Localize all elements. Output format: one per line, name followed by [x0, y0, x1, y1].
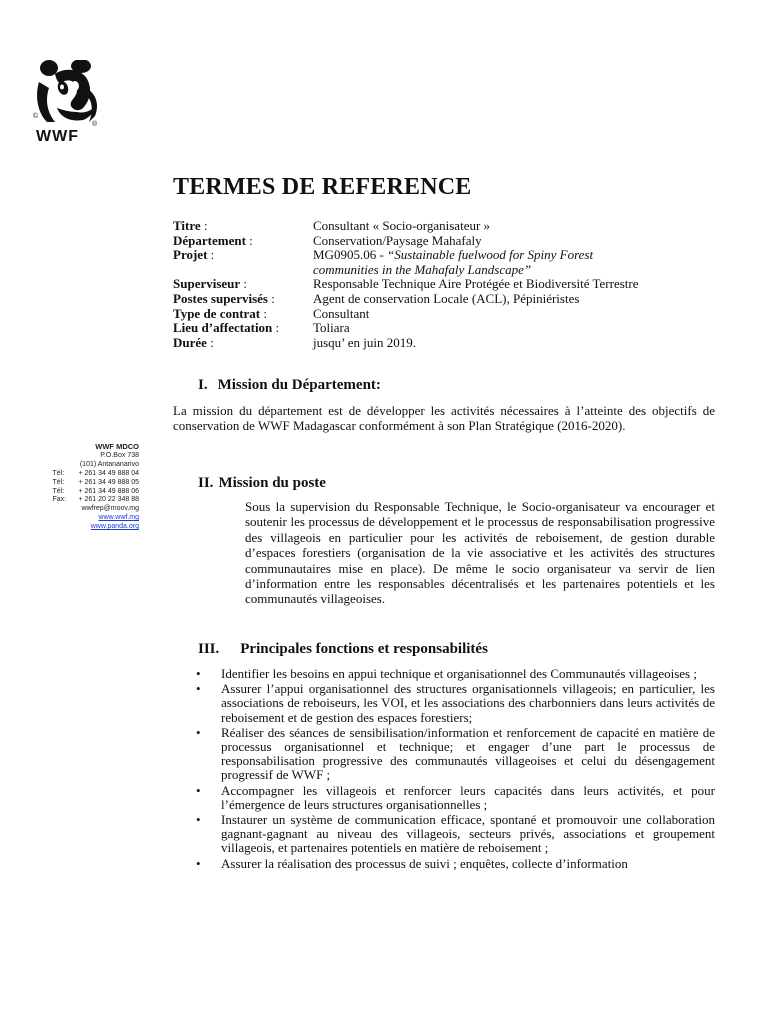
phone-label: Tél: [52, 469, 65, 477]
sidebar-city: (101) Antananarivo [79, 460, 139, 468]
sidebar-phone [20, 470, 139, 479]
phone-value: + 261 34 49 888 04 [78, 469, 139, 477]
info-sep: : [200, 218, 208, 233]
info-value: Consultant « Socio-organisateur » [313, 218, 491, 233]
info-sep: : [260, 305, 268, 321]
info-sep: : [207, 247, 215, 263]
bullet-icon: • [196, 782, 201, 798]
bullet-icon: • [196, 681, 201, 697]
section-1-text: La mission du département est de développer les activités nécessaires à l’atteinte des objectifs de conservation de WWF Madagascar conformément à son Plan Stratégique (2016-2020). [173, 403, 715, 433]
info-value: Agent de conservation Locale (ACL), Pépiniéristes [313, 290, 580, 306]
list-item-text: Instaurer un système de communication efficace, spontané et promouvoir une collaboration gagnant-gagnant au niveau des villageois, secteurs privés, associations et groupement villageois, et partenaires potentiels en matière de reboisement ; [221, 812, 715, 856]
info-label: Lieu d’affectation [173, 320, 273, 336]
section-number: II. [198, 475, 214, 491]
phone-value: + 261 34 49 888 05 [78, 478, 139, 486]
info-value: Conservation/Paysage Mahafaly [313, 232, 482, 248]
section-heading-3 [198, 641, 488, 658]
list-item-text: Assurer la réalisation des processus de suivi ; enquêtes, collecte d’information [221, 855, 628, 871]
list-item [196, 726, 715, 783]
project-name: “Sustainable fuelwood for Spiny Forest communities in the Mahafaly Landscape” [313, 247, 594, 277]
info-row-postes [173, 292, 673, 307]
phone-value: + 261 34 49 888 06 [78, 487, 139, 495]
info-label: Projet [173, 247, 208, 263]
list-item [196, 784, 715, 812]
info-row-contrat [173, 307, 673, 322]
list-item-text: Réaliser des séances de sensibilisation/information et renforcement de capacité en matière de processus organisationnel et technique; et engager d’une part le processus de responsabilisation progressive des communautés villageoises et celui du désengagement progressif de WWF ; [221, 724, 715, 783]
sidebar-fax [20, 496, 139, 505]
bullet-icon: • [196, 666, 201, 681]
page-title: TERMES DE REFERENCE [173, 174, 472, 200]
info-row-superviseur [173, 277, 673, 292]
info-label: Département [173, 232, 246, 248]
sidebar-email: wwfrep@moov.mg [81, 505, 139, 513]
section-title: Mission du poste [218, 475, 326, 491]
info-value: Consultant [313, 305, 370, 321]
info-row-projet [173, 248, 673, 277]
section-heading-2 [198, 475, 326, 492]
section-heading-1 [198, 377, 381, 394]
info-row-duree [173, 336, 673, 351]
info-value: Toliara [313, 320, 350, 336]
fax-label: Fax: [52, 496, 67, 504]
info-sep: : [206, 334, 214, 350]
list-item [196, 682, 715, 725]
section-2-text: Sous la supervision du Responsable Technique, le Socio-organisateur va encourager et soutenir les processus de développement et le processus de responsabilisation progressive des villageois en particulier pour les activités de reboisement, de gestion durable d’espaces forestiers (organisation de la vie associative et les activités des structures communautaires mise en place). De même le socio organisateur va servir de lien d’information entre les responsables décentralisés et les partenaires potentiels et les communautés villageoises. [245, 499, 715, 607]
info-row-lieu [173, 321, 673, 336]
info-sep: : [240, 276, 248, 292]
section-title: Principales fonctions et responsabilités [240, 641, 488, 657]
info-row-departement [173, 234, 673, 249]
list-item [196, 667, 715, 681]
responsibilities-list [196, 667, 715, 872]
info-label: Type de contrat [173, 305, 261, 321]
bullet-icon: • [196, 855, 201, 871]
wwf-logo-text: WWF [36, 128, 79, 145]
section-number: III. [198, 641, 220, 657]
info-label: Durée [173, 334, 207, 350]
sidebar-phone [20, 488, 139, 497]
project-code: MG0905.06 - [313, 247, 388, 263]
sidebar-address [20, 443, 139, 532]
info-sep: : [272, 320, 280, 336]
copyright-mark: © [33, 113, 39, 120]
bullet-icon: • [196, 812, 201, 828]
info-label: Postes supervisés [173, 290, 268, 306]
info-value: Responsable Technique Aire Protégée et Biodiversité Terrestre [313, 276, 639, 292]
list-item [196, 813, 715, 856]
phone-label: Tél: [52, 487, 65, 495]
list-item-text: Assurer l’appui organisationnel des structures organisationnels villageois; en particulier, les associations de reboiseurs, les VOI, et les associations des charbonniers dans leurs activités de reboisement et de gestion des espaces forestiers; [221, 681, 715, 725]
info-value: jusqu’ en juin 2019. [313, 334, 417, 350]
link-wwf-mg[interactable]: www.wwf.mg [98, 514, 139, 522]
sidebar-pobox: P.O.Box 738 [100, 451, 139, 459]
link-panda-org[interactable]: www.panda.org [90, 523, 139, 531]
list-item [196, 857, 715, 871]
fax-value: + 261 20 22 348 88 [78, 496, 139, 504]
info-label: Superviseur [173, 276, 241, 292]
bullet-icon: • [196, 724, 201, 740]
info-label: Titre [173, 218, 201, 233]
info-sep: : [267, 290, 275, 306]
info-row-titre [173, 219, 673, 234]
section-title: Mission du Département: [217, 377, 381, 393]
sidebar-org: WWF MDCO [95, 442, 139, 451]
info-value [313, 248, 613, 277]
list-item-text: Identifier les besoins en appui technique et organisationnel des Communautés villageoises ; [221, 666, 697, 681]
registered-mark: ® [92, 121, 98, 128]
panda-icon [33, 60, 103, 130]
sidebar-phone [20, 479, 139, 488]
section-number: I. [198, 377, 208, 393]
job-info-table [173, 219, 673, 350]
info-sep: : [245, 232, 253, 248]
list-item-text: Accompagner les villageois et renforcer leurs capacités dans leurs activités, et pour l’émergence de leurs structures organisationnelles ; [221, 782, 715, 812]
phone-label: Tél: [52, 478, 65, 486]
